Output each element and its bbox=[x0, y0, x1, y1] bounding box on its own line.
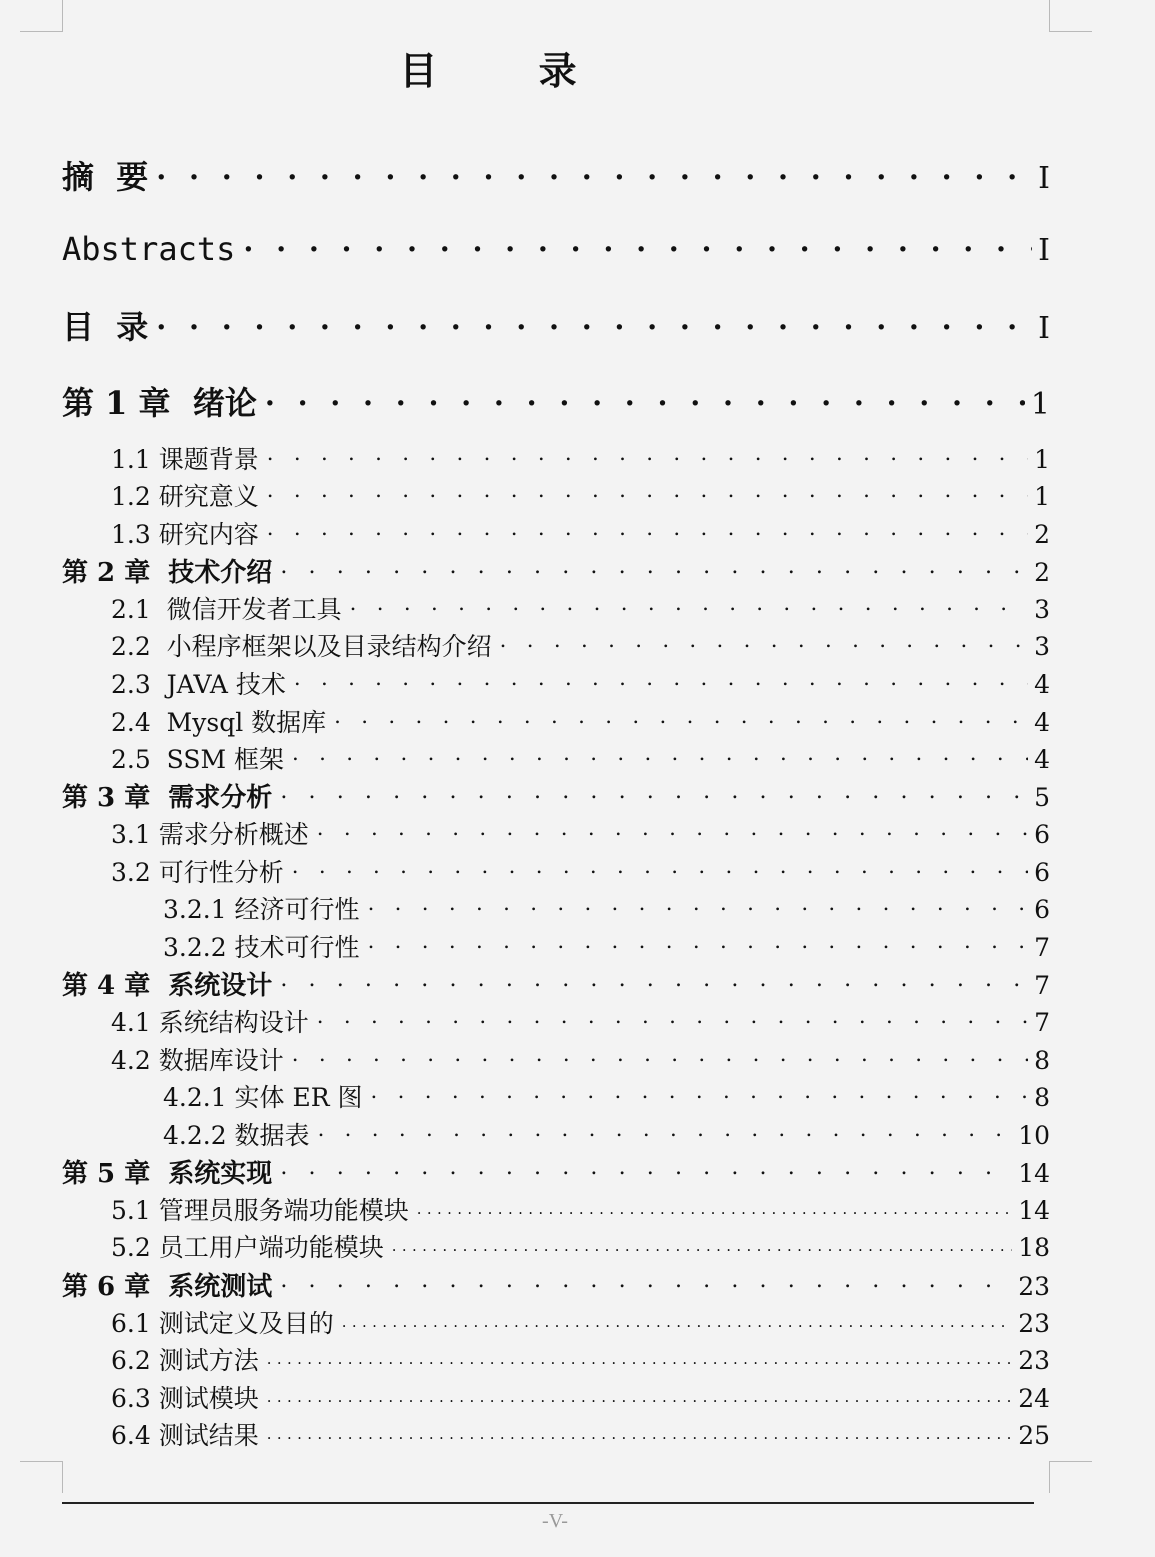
page-number: -V- bbox=[542, 1510, 568, 1532]
toc-entry-page: 14 bbox=[1018, 1159, 1050, 1188]
toc-entry-4-2[interactable] bbox=[62, 1041, 1050, 1077]
toc-entry-6-1[interactable] bbox=[62, 1304, 1050, 1340]
toc-entry-label: 1.1 课题背景 bbox=[111, 445, 259, 474]
dot-leader bbox=[267, 443, 1028, 468]
toc-entry-label: Abstracts bbox=[62, 230, 236, 268]
toc-entry-1-3[interactable] bbox=[62, 515, 1050, 551]
toc-entry-label: 第 1 章 绪论 bbox=[62, 384, 257, 422]
crop-mark-top-left bbox=[20, 0, 63, 32]
dot-leader bbox=[267, 518, 1028, 543]
dot-leader bbox=[280, 780, 1028, 806]
dot-leader bbox=[280, 1156, 1012, 1182]
dot-leader bbox=[280, 968, 1028, 994]
toc-entry-abstract-cn[interactable] bbox=[62, 152, 1050, 198]
toc-entry-page: 8 bbox=[1034, 1046, 1050, 1075]
toc-entry-label: 第 5 章 系统实现 bbox=[62, 1159, 273, 1189]
toc-entry-page: 24 bbox=[1018, 1384, 1050, 1413]
toc-entry-page: 1 bbox=[1034, 482, 1050, 511]
toc-entry-4-2-2[interactable] bbox=[62, 1116, 1050, 1152]
toc-entry-page: I bbox=[1038, 311, 1050, 346]
toc-entry-label: 第 3 章 需求分析 bbox=[62, 783, 273, 813]
dot-leader bbox=[342, 1307, 1012, 1332]
toc-entry-5-2[interactable] bbox=[62, 1228, 1050, 1264]
dot-leader bbox=[156, 156, 1032, 188]
toc-entry-page: 25 bbox=[1018, 1421, 1050, 1450]
toc-entry-4-2-1[interactable] bbox=[62, 1078, 1050, 1114]
toc-entry-label: 第 2 章 技术介绍 bbox=[62, 558, 273, 588]
dot-leader bbox=[267, 1344, 1012, 1369]
dot-leader bbox=[417, 1194, 1012, 1219]
dot-leader bbox=[350, 593, 1028, 618]
toc-entry-label: 4.2.1 实体 ER 图 bbox=[163, 1083, 363, 1112]
toc-entry-6-4[interactable] bbox=[62, 1416, 1050, 1452]
toc-entry-label: 2.1 微信开发者工具 bbox=[111, 595, 342, 624]
dot-leader bbox=[500, 630, 1028, 655]
toc-entry-page: 7 bbox=[1034, 933, 1050, 962]
toc-entry-2-2[interactable] bbox=[62, 627, 1050, 663]
toc-entry-6-3[interactable] bbox=[62, 1379, 1050, 1415]
dot-leader bbox=[156, 306, 1032, 338]
toc-entry-page: I bbox=[1038, 161, 1050, 196]
dot-leader bbox=[267, 1419, 1012, 1444]
toc-entry-chapter-6[interactable] bbox=[62, 1266, 1050, 1303]
dot-leader bbox=[292, 1044, 1028, 1069]
toc-entry-page: 4 bbox=[1034, 745, 1050, 774]
toc-entry-chapter-4[interactable] bbox=[62, 965, 1050, 1002]
toc-entry-page: 3 bbox=[1034, 595, 1050, 624]
dot-leader bbox=[267, 1382, 1012, 1407]
toc-entry-page: 10 bbox=[1018, 1121, 1050, 1150]
table-of-contents bbox=[62, 0, 1050, 1460]
toc-entry-page: 6 bbox=[1034, 820, 1050, 849]
toc-entry-label: 摘 要 bbox=[62, 158, 149, 196]
toc-entry-page: 1 bbox=[1030, 387, 1050, 422]
toc-title: 目 录 bbox=[399, 48, 621, 93]
toc-entry-3-2-1[interactable] bbox=[62, 890, 1050, 926]
toc-entry-page: I bbox=[1038, 233, 1050, 268]
toc-entry-1-1[interactable] bbox=[62, 440, 1050, 476]
toc-entry-page: 4 bbox=[1034, 670, 1050, 699]
toc-entry-page: 6 bbox=[1034, 895, 1050, 924]
toc-entry-label: 4.2 数据库设计 bbox=[111, 1046, 284, 1075]
toc-entry-3-2-2[interactable] bbox=[62, 928, 1050, 964]
toc-entry-4-1[interactable] bbox=[62, 1003, 1050, 1039]
toc-entry-label: 6.1 测试定义及目的 bbox=[111, 1309, 334, 1338]
toc-entry-label: 3.2 可行性分析 bbox=[111, 858, 284, 887]
toc-entry-label: 2.5 SSM 框架 bbox=[111, 745, 285, 774]
toc-entry-page: 23 bbox=[1018, 1272, 1050, 1301]
toc-entry-page: 7 bbox=[1034, 1008, 1050, 1037]
toc-entry-label: 5.2 员工用户端功能模块 bbox=[111, 1233, 384, 1262]
toc-entry-2-1[interactable] bbox=[62, 590, 1050, 626]
toc-entry-label: 2.4 Mysql 数据库 bbox=[111, 708, 327, 737]
toc-entry-2-5[interactable] bbox=[62, 740, 1050, 776]
dot-leader bbox=[292, 743, 1028, 768]
toc-entry-6-2[interactable] bbox=[62, 1341, 1050, 1377]
toc-entry-page: 2 bbox=[1034, 520, 1050, 549]
dot-leader bbox=[280, 1269, 1012, 1295]
toc-entry-page: 6 bbox=[1034, 858, 1050, 887]
dot-leader bbox=[280, 555, 1028, 581]
toc-entry-page: 7 bbox=[1034, 971, 1050, 1000]
toc-entry-1-2[interactable] bbox=[62, 477, 1050, 513]
toc-entry-label: 3.1 需求分析概述 bbox=[111, 820, 309, 849]
toc-entry-label: 2.2 小程序框架以及目录结构介绍 bbox=[111, 632, 492, 661]
toc-entry-label: 3.2.1 经济可行性 bbox=[163, 895, 360, 924]
toc-entry-page: 2 bbox=[1034, 558, 1050, 587]
dot-leader bbox=[317, 1006, 1028, 1031]
dot-leader bbox=[368, 931, 1029, 956]
toc-entry-page: 18 bbox=[1018, 1233, 1050, 1262]
toc-entry-label: 1.2 研究意义 bbox=[111, 482, 259, 511]
dot-leader bbox=[292, 856, 1028, 881]
toc-entry-2-4[interactable] bbox=[62, 703, 1050, 739]
toc-entry-page: 5 bbox=[1034, 783, 1050, 812]
footer-rule bbox=[62, 1502, 1034, 1504]
toc-entry-page: 4 bbox=[1034, 708, 1050, 737]
toc-entry-abstract-en[interactable] bbox=[62, 228, 1050, 268]
toc-entry-label: 第 6 章 系统测试 bbox=[62, 1272, 273, 1302]
toc-entry-label: 第 4 章 系统设计 bbox=[62, 971, 273, 1001]
crop-mark-top-right bbox=[1049, 0, 1092, 32]
toc-entry-page: 23 bbox=[1018, 1309, 1050, 1338]
toc-entry-chapter-3[interactable] bbox=[62, 777, 1050, 814]
toc-entry-label: 4.2.2 数据表 bbox=[163, 1121, 310, 1150]
toc-entry-chapter-5[interactable] bbox=[62, 1153, 1050, 1190]
dot-leader bbox=[294, 668, 1028, 693]
dot-leader bbox=[243, 228, 1032, 260]
toc-entry-3-1[interactable] bbox=[62, 815, 1050, 851]
toc-entry-chapter-1[interactable] bbox=[62, 378, 1050, 424]
dot-leader bbox=[317, 818, 1028, 843]
toc-entry-2-3[interactable] bbox=[62, 665, 1050, 701]
dot-leader bbox=[267, 480, 1028, 505]
toc-entry-3-2[interactable] bbox=[62, 853, 1050, 889]
crop-mark-bottom-right bbox=[1049, 1461, 1092, 1493]
toc-entry-label: 6.3 测试模块 bbox=[111, 1384, 259, 1413]
toc-entry-page: 8 bbox=[1034, 1083, 1050, 1112]
crop-mark-bottom-left bbox=[20, 1461, 63, 1493]
dot-leader bbox=[334, 706, 1028, 731]
dot-leader bbox=[368, 893, 1029, 918]
toc-entry-page: 23 bbox=[1018, 1346, 1050, 1375]
toc-entry-contents[interactable] bbox=[62, 302, 1050, 348]
toc-entry-label: 5.1 管理员服务端功能模块 bbox=[111, 1196, 409, 1225]
toc-entry-page: 14 bbox=[1018, 1196, 1050, 1225]
toc-entry-5-1[interactable] bbox=[62, 1191, 1050, 1227]
dot-leader bbox=[392, 1231, 1012, 1256]
dot-leader bbox=[265, 382, 1025, 414]
toc-entry-page: 1 bbox=[1034, 445, 1050, 474]
toc-entry-label: 3.2.2 技术可行性 bbox=[163, 933, 360, 962]
toc-entry-label: 1.3 研究内容 bbox=[111, 520, 259, 549]
toc-entry-label: 6.4 测试结果 bbox=[111, 1421, 259, 1450]
toc-entry-label: 2.3 JAVA 技术 bbox=[111, 670, 286, 699]
dot-leader bbox=[318, 1119, 1013, 1144]
dot-leader bbox=[371, 1081, 1029, 1106]
toc-entry-label: 目 录 bbox=[62, 308, 149, 346]
toc-entry-chapter-2[interactable] bbox=[62, 552, 1050, 589]
toc-entry-label: 6.2 测试方法 bbox=[111, 1346, 259, 1375]
toc-entry-page: 3 bbox=[1034, 632, 1050, 661]
toc-entry-label: 4.1 系统结构设计 bbox=[111, 1008, 309, 1037]
